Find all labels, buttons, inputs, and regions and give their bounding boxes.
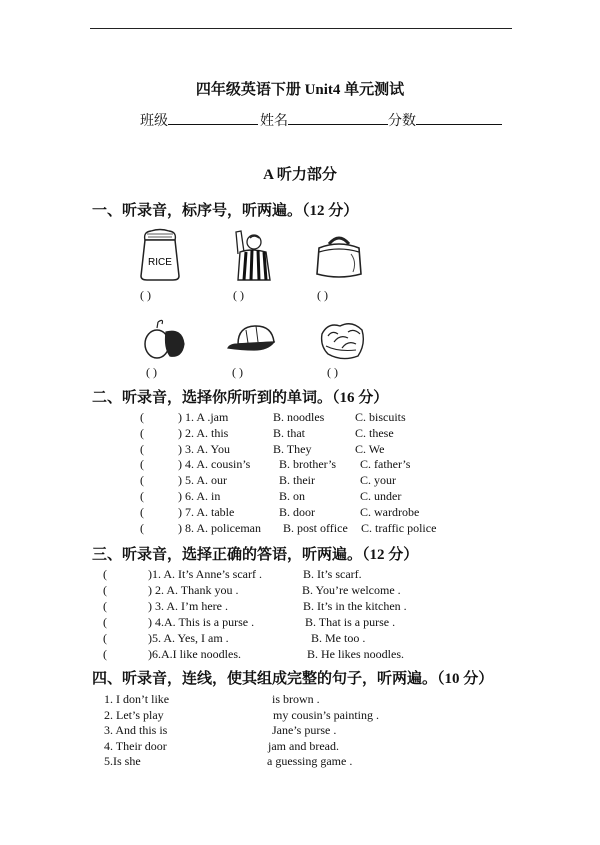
q2-option-c[interactable]: C. these (355, 425, 394, 440)
q1-answer-3[interactable]: ( ) (317, 288, 328, 302)
rice-label: RICE (148, 257, 172, 268)
q1-heading: 一、听录音，标序号，听两遍。（12 分） (92, 203, 359, 219)
q3-option-b[interactable]: B. He likes noodles. (307, 647, 404, 661)
score-field[interactable] (388, 110, 502, 130)
q4-left-item[interactable]: 4. Their door (104, 738, 167, 753)
q1-answer-6[interactable]: ( ) (327, 365, 338, 379)
rice-bag-icon (137, 228, 183, 282)
q1-answer-4[interactable]: ( ) (146, 365, 157, 379)
q2-option-a[interactable]: ) 3. A. You (178, 441, 231, 456)
q3-option-b[interactable]: B. You’re welcome . (302, 583, 401, 597)
q4-right-item[interactable]: a guessing game . (267, 754, 353, 768)
q3-option-a[interactable]: ) 3. A. I’m here . (148, 599, 228, 613)
class-blank[interactable] (168, 110, 258, 125)
q2-option-a[interactable]: ) 7. A. table (178, 504, 235, 519)
q2-option-c[interactable]: C. biscuits (355, 410, 406, 424)
q4-left-item[interactable]: 1. I don’t like (104, 692, 170, 706)
q2-heading: 二、听录音，选择你所听到的单词。（16 分） (92, 390, 389, 406)
q2-answer-paren[interactable]: ( (140, 441, 144, 456)
q2-option-a[interactable]: ) 4. A. cousin’s (178, 457, 251, 472)
q2-option-b[interactable]: B. their (279, 473, 315, 488)
q3-option-b[interactable]: B. It’s in the kitchen . (303, 599, 407, 613)
q4-left-item[interactable]: 3. And this is (104, 723, 168, 737)
q2-option-b[interactable]: B. on (279, 489, 306, 503)
section-a-title: A 听力部分 (263, 167, 337, 183)
q2-option-c[interactable]: C. father’s (360, 457, 411, 472)
q1-answer-2[interactable]: ( ) (233, 288, 244, 302)
q2-option-c[interactable]: C. your (360, 473, 396, 488)
q3-option-a[interactable]: )6.A.I like noodles. (148, 647, 241, 661)
q2-option-a[interactable]: ) 5. A. our (178, 473, 227, 488)
name-label: 姓名 (260, 114, 288, 129)
q2-option-c[interactable]: C. traffic police (361, 520, 437, 535)
name-field[interactable] (260, 110, 388, 130)
q3-option-b[interactable]: B. That is a purse . (305, 615, 396, 629)
q2-option-b[interactable]: B. that (273, 425, 305, 440)
q3-answer-paren[interactable]: ( (103, 631, 107, 645)
q2-option-b[interactable]: B. noodles (273, 410, 325, 424)
class-field[interactable] (140, 110, 258, 130)
q2-option-c[interactable]: C. wardrobe (360, 504, 420, 519)
q3-option-a[interactable]: ) 2. A. Thank you . (148, 583, 239, 597)
q2-option-a[interactable]: ) 8. A. policeman (178, 520, 261, 535)
q3-answer-paren[interactable]: ( (103, 615, 107, 629)
q2-option-b[interactable]: B. door (279, 504, 315, 519)
q2-option-c[interactable]: C. We (355, 441, 385, 456)
q2-option-a[interactable]: ) 1. A .jam (178, 410, 229, 424)
q4-left-item[interactable]: 2. Let’s play (104, 707, 164, 722)
q3-answer-paren[interactable]: ( (103, 647, 107, 661)
q2-option-b[interactable]: B. They (273, 441, 312, 456)
q2-answer-paren[interactable]: ( (140, 489, 144, 503)
class-label: 班级 (140, 114, 168, 129)
q3-option-a[interactable]: ) 4.A. This is a purse . (148, 615, 255, 629)
cap-icon (224, 318, 280, 358)
q2-answer-paren[interactable]: ( (140, 410, 144, 424)
q3-answer-paren[interactable]: ( (103, 583, 107, 597)
page-title: 四年级英语下册 Unit4 单元测试 (195, 82, 405, 98)
q2-answer-paren[interactable]: ( (140, 425, 144, 440)
q1-answer-5[interactable]: ( ) (232, 365, 243, 379)
q2-answer-paren[interactable]: ( (140, 457, 144, 472)
q2-option-b[interactable]: B. brother’s (279, 457, 337, 472)
score-label: 分数 (388, 114, 416, 129)
q3-option-b[interactable]: B. It’s scarf. (303, 567, 362, 581)
q3-answer-paren[interactable]: ( (103, 567, 107, 581)
q4-right-item[interactable]: Jane’s purse . (272, 723, 337, 737)
q2-answer-paren[interactable]: ( (140, 473, 144, 488)
q4-right-item[interactable]: my cousin’s painting . (273, 707, 379, 722)
q3-answer-paren[interactable]: ( (103, 599, 107, 613)
q2-option-c[interactable]: C. under (360, 489, 402, 503)
score-blank[interactable] (416, 110, 502, 125)
biscuits-icon (318, 316, 368, 362)
q3-option-a[interactable]: )5. A. Yes, I am . (148, 631, 229, 645)
q3-heading: 三、听录音，选择正确的答语，听两遍。（12 分） (92, 547, 419, 563)
q4-heading: 四、听录音，连线，使其组成完整的句子，听两遍。（10 分） (92, 671, 494, 687)
q2-option-b[interactable]: B. post office (283, 520, 348, 535)
q4-right-item[interactable]: jam and bread. (268, 738, 339, 753)
q4-left-item[interactable]: 5.Is she (104, 754, 141, 768)
q2-answer-paren[interactable]: ( (140, 504, 144, 519)
q2-option-a[interactable]: ) 2. A. this (178, 425, 229, 440)
apple-pear-icon (140, 316, 188, 362)
q1-answer-1[interactable]: ( ) (140, 288, 151, 302)
q4-right-item[interactable]: is brown . (272, 692, 320, 706)
name-blank[interactable] (288, 110, 388, 125)
q3-option-a[interactable]: )1. A. It’s Anne’s scarf . (148, 567, 262, 581)
q2-option-a[interactable]: ) 6. A. in (178, 489, 221, 503)
referee-icon (230, 228, 274, 282)
q2-answer-paren[interactable]: ( (140, 520, 144, 535)
handbag-icon (313, 230, 365, 280)
top-rule (90, 28, 512, 29)
q3-option-b[interactable]: B. Me too . (311, 631, 366, 645)
